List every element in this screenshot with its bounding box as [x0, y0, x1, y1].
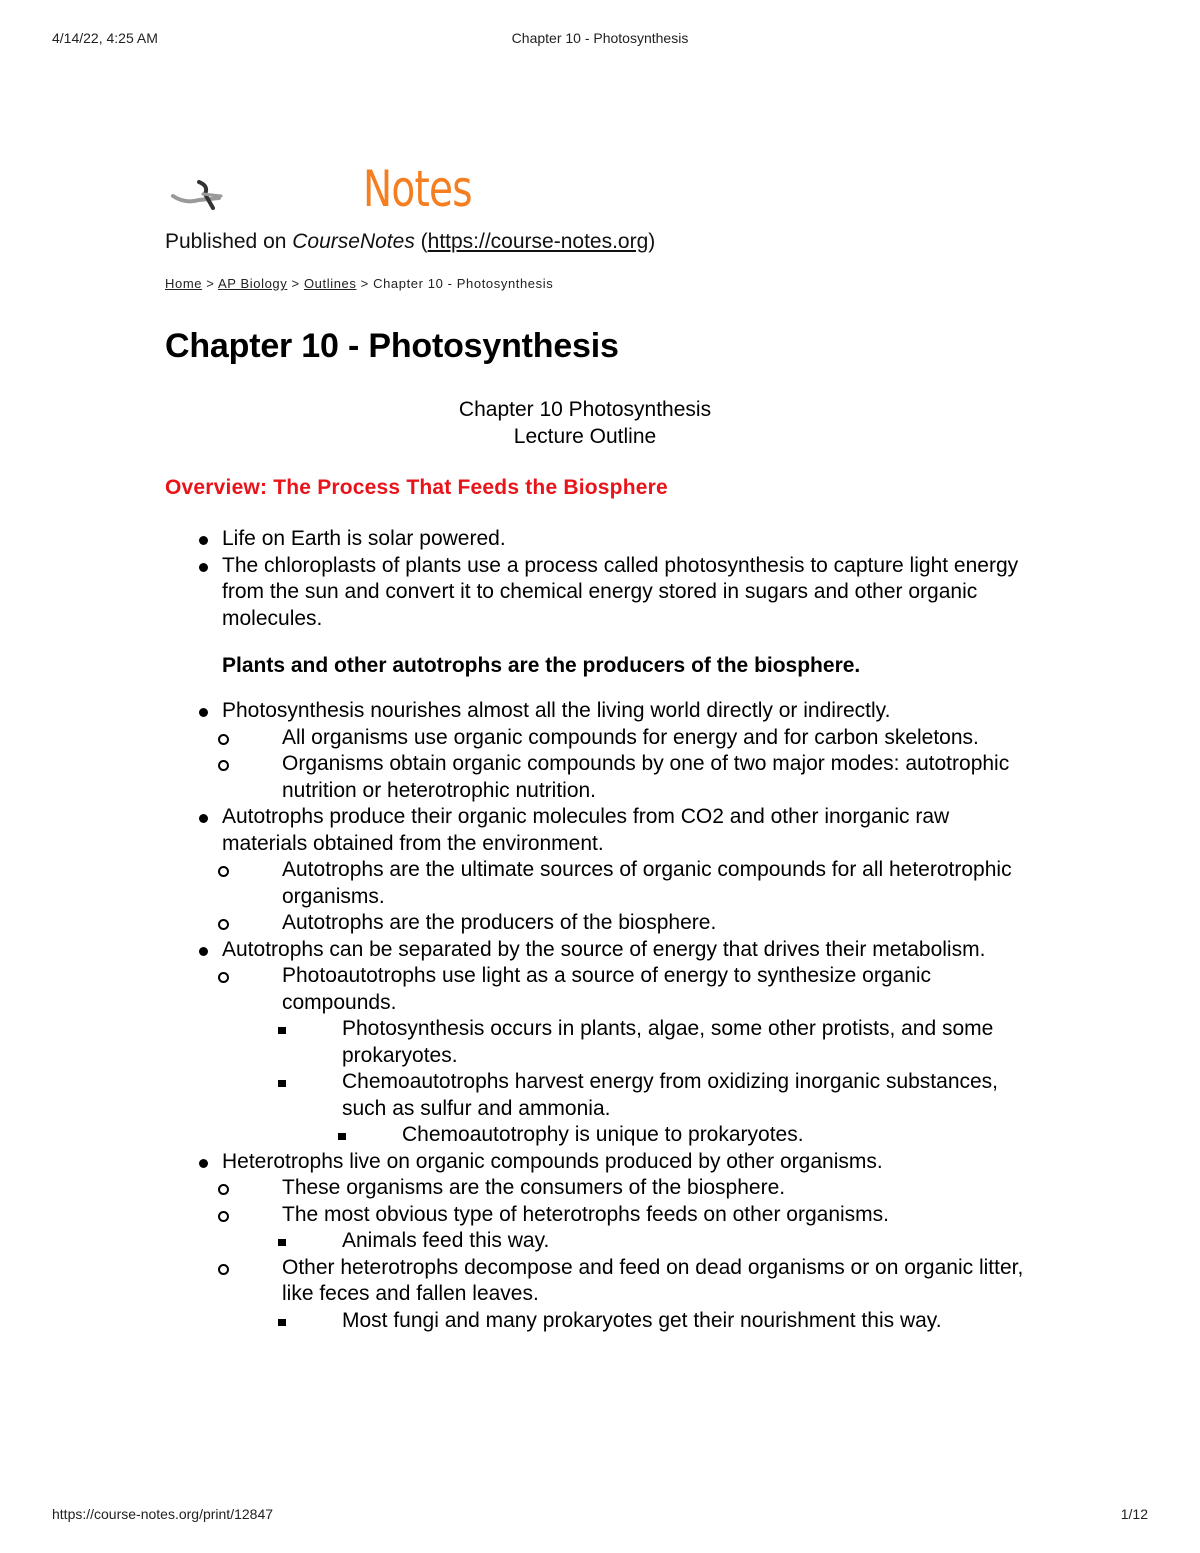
lecture-title-line1: Chapter 10 Photosynthesis — [458, 398, 712, 421]
list-item: Most fungi and many prokaryotes get their nourishment this way. — [282, 1308, 1035, 1335]
list-item: Photosynthesis occurs in plants, algae, some other protists, and some prokaryotes. — [282, 1016, 1035, 1069]
sub-list — [222, 963, 1035, 1149]
list-item: Autotrophs are the producers of the biosphere. — [222, 910, 1035, 937]
sub-sub-list — [282, 1308, 1035, 1335]
logo-text: Notes — [363, 160, 472, 218]
sub-sub-sub-list — [342, 1122, 1035, 1149]
breadcrumb-ap-biology-link[interactable]: AP Biology — [217, 276, 288, 291]
list-item-text: Autotrophs produce their organic molecules from CO2 and other inorganic raw materials obtained from the environment. — [222, 805, 950, 855]
list-item: The chloroplasts of plants use a process called photosynthesis to capture light energy from the sun and convert it to chemical energy stored in sugars and other organic molecules. — [165, 553, 1035, 633]
paren-close: ) — [648, 230, 656, 253]
site-name: CourseNotes — [292, 230, 415, 253]
breadcrumb-separator: > — [202, 276, 218, 291]
overview-list — [165, 526, 1035, 632]
list-item-text: Heterotrophs live on organic compounds produced by other organisms. — [222, 1149, 883, 1173]
site-url-link[interactable]: https://course-notes.org — [427, 230, 649, 253]
list-item: Autotrophs are the ultimate sources of organic compounds for all heterotrophic organisms. — [222, 857, 1035, 910]
lecture-title — [165, 396, 1035, 450]
paren-open: ( — [414, 230, 428, 253]
bold-statement: Plants and other autotrophs are the producers of the biosphere. — [222, 654, 861, 677]
list-item — [282, 1069, 1035, 1149]
list-item — [165, 804, 1035, 937]
breadcrumb-separator: > — [356, 276, 374, 291]
list-item-text: The most obvious type of heterotrophs feeds on other organisms. — [282, 1202, 890, 1226]
published-line — [165, 230, 1035, 254]
list-item — [222, 1255, 1035, 1335]
list-item-text: Photosynthesis nourishes almost all the living world directly or indirectly. — [222, 699, 891, 722]
sub-list — [222, 1175, 1035, 1334]
list-item-text: Autotrophs can be separated by the source of energy that drives their metabolism. — [222, 937, 986, 961]
list-item-text: Photoautotrophs use light as a source of energy to synthesize organic compounds. — [282, 964, 932, 1014]
print-title: Chapter 10 - Photosynthesis — [511, 30, 689, 46]
list-item-text: Other heterotrophs decompose and feed on dead organisms or on organic litter, like feces and fallen leaves. — [282, 1255, 1024, 1305]
logo-mark-icon — [169, 174, 229, 214]
page-content — [165, 160, 1035, 1334]
page-title: Chapter 10 - Photosynthesis — [165, 327, 619, 365]
print-footer — [52, 1506, 1148, 1526]
section-heading: Overview: The Process That Feeds the Biosphere — [165, 476, 668, 499]
sub-list — [222, 857, 1035, 937]
list-item: Animals feed this way. — [282, 1228, 1035, 1255]
list-item: Life on Earth is solar powered. — [165, 526, 1035, 553]
breadcrumb-separator: > — [287, 276, 304, 291]
sub-sub-list — [282, 1016, 1035, 1149]
print-url: https://course-notes.org/print/12847 — [52, 1506, 274, 1522]
breadcrumb — [165, 276, 1035, 291]
published-prefix: Published on — [165, 230, 293, 253]
list-item — [165, 937, 1035, 1149]
list-item: Organisms obtain organic compounds by one of two major modes: autotrophic nutrition or heterotrophic nutrition. — [222, 751, 1035, 804]
page-counter: 1/12 — [1120, 1506, 1148, 1522]
sub-list — [222, 725, 1035, 805]
breadcrumb-home-link[interactable]: Home — [165, 276, 203, 291]
lecture-title-line2: Lecture Outline — [513, 425, 657, 448]
list-item-text: Chemoautotrophs harvest energy from oxidizing inorganic substances, such as sulfur and ammonia. — [342, 1070, 999, 1120]
print-header — [52, 30, 1148, 50]
print-date: 4/14/22, 4:25 AM — [52, 30, 158, 46]
list-item: All organisms use organic compounds for energy and for carbon skeletons. — [222, 725, 1035, 752]
list-item — [165, 1149, 1035, 1335]
list-item: Chemoautotrophy is unique to prokaryotes. — [342, 1122, 1035, 1149]
list-item: These organisms are the consumers of the biosphere. — [222, 1175, 1035, 1202]
breadcrumb-current: Chapter 10 - Photosynthesis — [373, 276, 554, 291]
list-item — [222, 1202, 1035, 1255]
list-item — [222, 963, 1035, 1149]
breadcrumb-outlines-link[interactable]: Outlines — [303, 276, 357, 291]
sub-sub-list — [282, 1228, 1035, 1255]
list-item — [165, 698, 1035, 804]
site-logo[interactable] — [165, 160, 1035, 226]
outline-list — [165, 698, 1035, 1334]
